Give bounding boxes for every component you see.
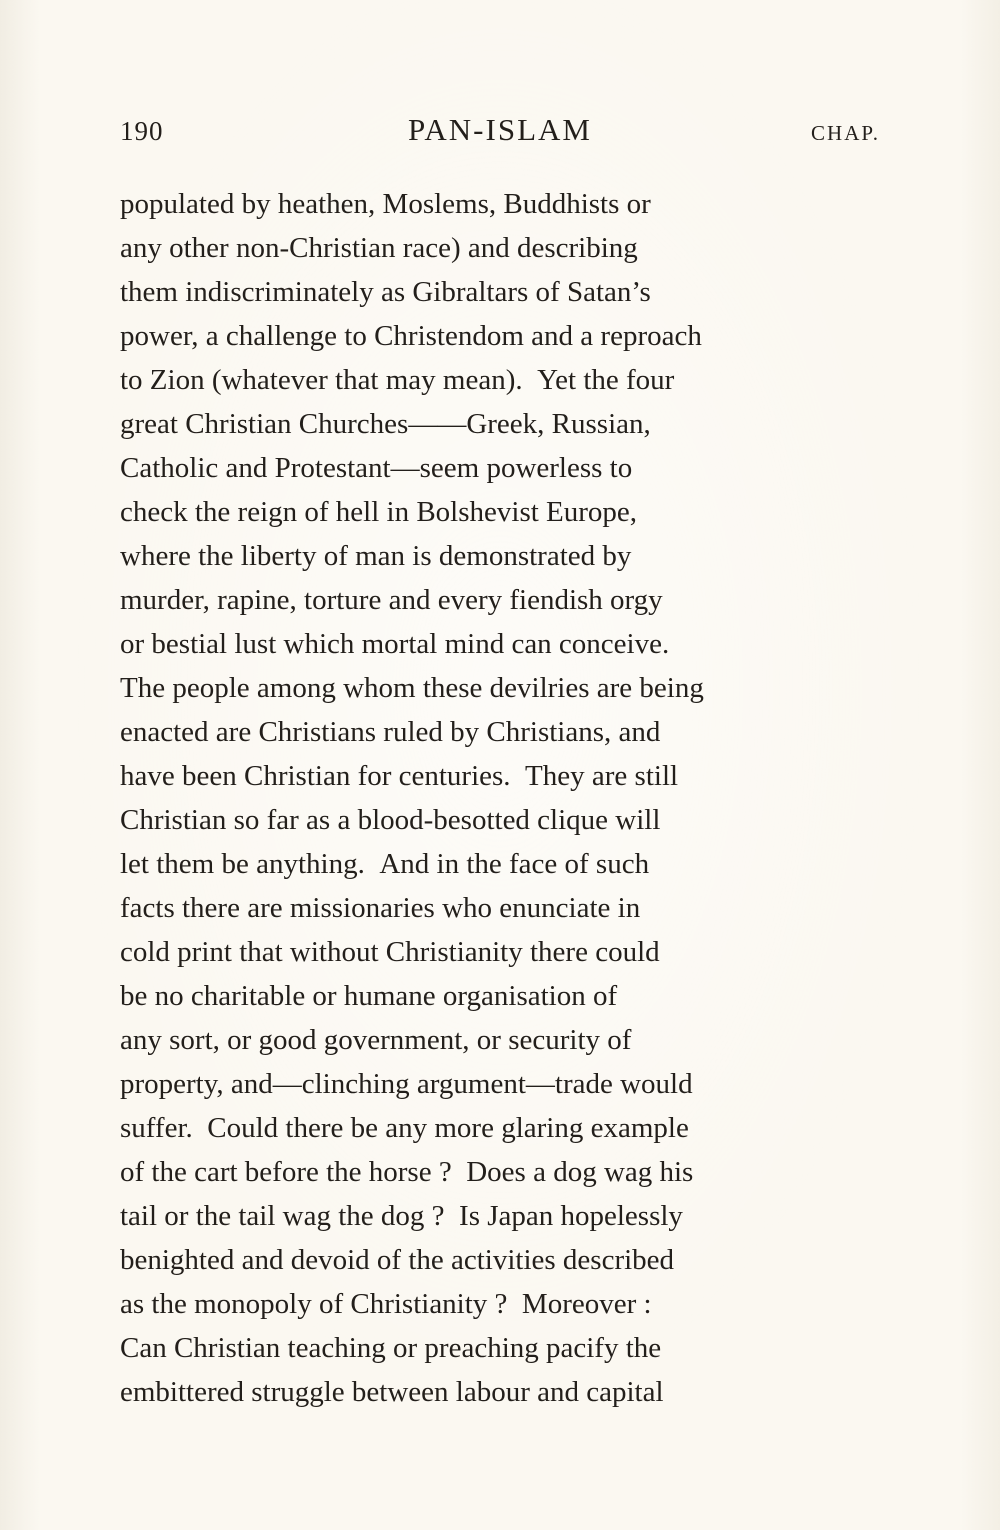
text-line: have been Christian for centuries. They are still [120, 760, 679, 792]
text-line: great Christian Churches——Greek, Russian, [120, 408, 651, 440]
text-line: as the monopoly of Christianity ? Moreover : [120, 1288, 652, 1320]
text-line: Can Christian teaching or preaching pacify the [120, 1332, 662, 1364]
text-line: be no charitable or humane organisation of [120, 980, 618, 1012]
page-title: PAN-ISLAM [408, 112, 592, 147]
text-line: any other non-Christian race) and describing [120, 232, 638, 264]
text-line: or bestial lust which mortal mind can conceive. [120, 628, 670, 660]
text-line: The people among whom these devilries are being [120, 672, 704, 704]
chapter-label: CHAP. [811, 121, 880, 145]
text-line: suffer. Could there be any more glaring example [120, 1112, 689, 1144]
text-line: of the cart before the horse ? Does a dog wag his [120, 1156, 694, 1188]
text-line: where the liberty of man is demonstrated by [120, 540, 632, 572]
text-line: property, and—clinching argument—trade would [120, 1068, 693, 1100]
running-head [120, 112, 880, 148]
text-line: cold print that without Christianity there could [120, 936, 660, 968]
text-line: benighted and devoid of the activities described [120, 1244, 675, 1276]
text-line: tail or the tail wag the dog ? Is Japan hopelessly [120, 1200, 683, 1232]
text-line: facts there are missionaries who enunciate in [120, 892, 641, 924]
page-number: 190 [120, 116, 164, 146]
text-line: check the reign of hell in Bolshevist Europe, [120, 496, 638, 528]
text-line: embittered struggle between labour and capital [120, 1376, 664, 1408]
text-line: to Zion (whatever that may mean). Yet the four [120, 364, 675, 396]
body-lines [120, 182, 880, 1414]
text-line: power, a challenge to Christendom and a reproach [120, 320, 702, 352]
text-line: murder, rapine, torture and every fiendish orgy [120, 584, 663, 616]
text-line: Catholic and Protestant—seem powerless to [120, 452, 633, 484]
text-line: populated by heathen, Moslems, Buddhists or [120, 188, 651, 220]
text-line: enacted are Christians ruled by Christians, and [120, 716, 661, 748]
text-line: let them be anything. And in the face of such [120, 848, 650, 880]
text-line: them indiscriminately as Gibraltars of Satan’s [120, 276, 651, 308]
text-line: Christian so far as a blood-besotted clique will [120, 804, 661, 836]
text-line: any sort, or good government, or security of [120, 1024, 632, 1056]
